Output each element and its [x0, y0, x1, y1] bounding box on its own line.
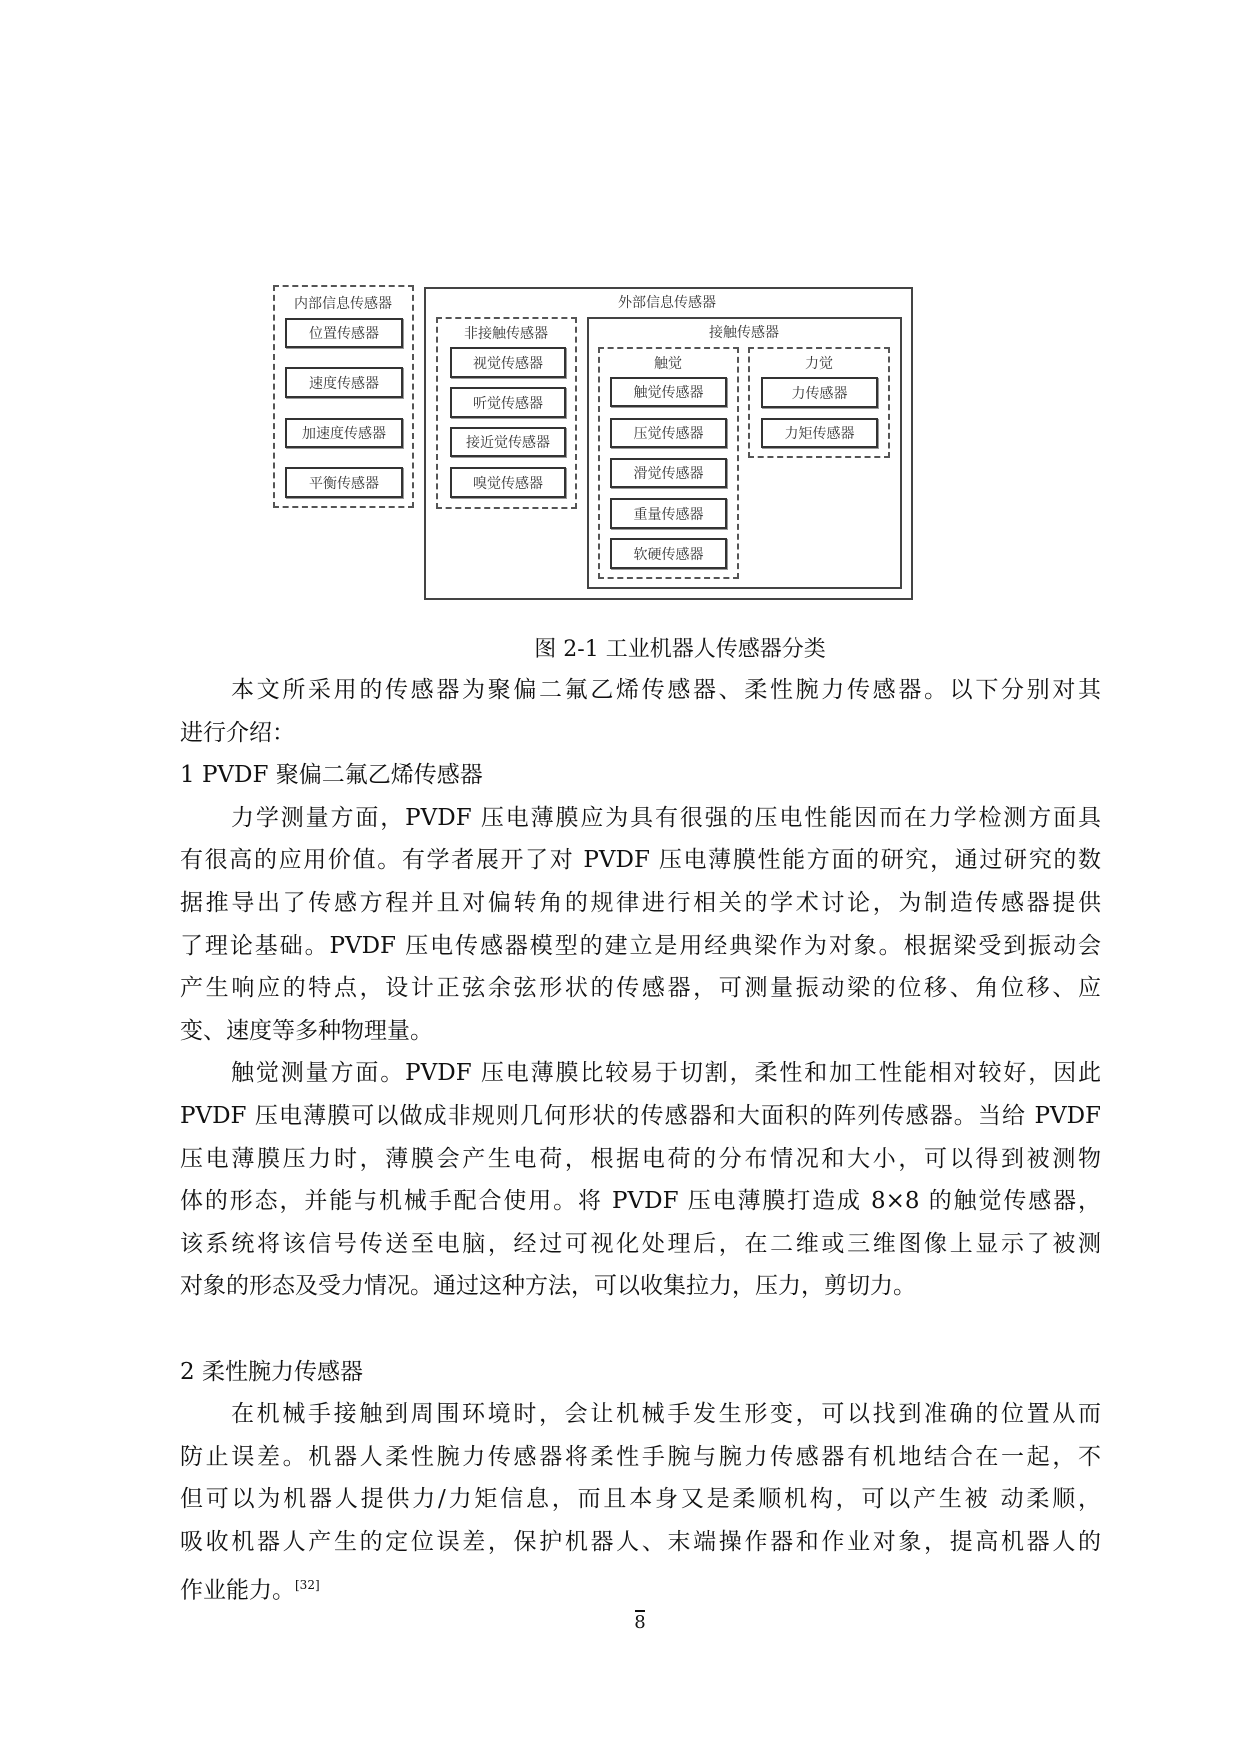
text-line-content: 变、速度等多种物理量。: [180, 1017, 433, 1044]
text-line-content: 2 柔性腕力传感器: [180, 1358, 363, 1385]
text-line-content: 在机械手接触到周围环境时，会让机械手发生形变，可以找到准确的位置从而: [231, 1401, 1101, 1428]
internal-sensor-item: 位置传感器: [285, 318, 403, 348]
text-line: [180, 1570, 1101, 1606]
text-line: [180, 1058, 1101, 1088]
external-sensors-title: 外部信息传感器: [618, 295, 716, 311]
tactile-sensor-item: 重量传感器: [610, 498, 727, 529]
text-line-content: 本文所采用的传感器为聚偏二氟乙烯传感器、柔性腕力传感器。以下分别对其: [231, 677, 1101, 703]
text-line-content: 触觉测量方面。PVDF 压电薄膜比较易于切割，柔性和加工性能相对较好，因此: [231, 1060, 1101, 1087]
figure-caption: 图 2-1 工业机器人传感器分类: [534, 637, 826, 662]
text-line-content: 对象的形态及受力情况。通过这种方法，可以收集拉力，压力，剪切力。: [180, 1273, 916, 1300]
internal-sensor-item: 平衡传感器: [285, 467, 403, 498]
text-line: [180, 1399, 1101, 1429]
text-line: [180, 1442, 1101, 1472]
text-line: [180, 931, 1101, 961]
text-line: [180, 718, 1101, 748]
tactile-sensor-item: 压觉传感器: [610, 418, 727, 448]
text-line: [180, 1271, 1101, 1301]
text-line-content: 1 PVDF 聚偏二氟乙烯传感器: [180, 762, 483, 789]
citation-reference: [32]: [295, 1577, 320, 1592]
text-line-content: 该系统将该信号传送至电脑，经过可视化处理后，在二维或三维图像上显示了被测: [180, 1230, 1101, 1257]
text-line-content: 防止误差。机器人柔性腕力传感器将柔性手腕与腕力传感器有机地结合在一起，不: [180, 1443, 1101, 1470]
page-number: 8: [620, 1612, 660, 1633]
text-line: [180, 1357, 1101, 1387]
non-contact-sensor-item: 接近觉传感器: [450, 427, 566, 457]
tactile-sensor-item: 滑觉传感器: [610, 458, 727, 488]
non-contact-sensors-title: 非接触传感器: [464, 326, 548, 342]
non-contact-sensor-item: 听觉传感器: [450, 387, 566, 418]
text-line: [180, 1229, 1101, 1259]
force-sensor-item: 力传感器: [761, 377, 878, 408]
text-line-content: 但可以为机器人提供力/力矩信息，而且本身又是柔顺机构，可以产生被 动柔顺，: [180, 1486, 1101, 1513]
text-line: [180, 1527, 1101, 1557]
text-line: [180, 760, 1101, 790]
text-line-content: 作业能力。: [180, 1577, 295, 1604]
internal-sensor-item: 速度传感器: [285, 367, 403, 398]
text-line: [180, 1101, 1101, 1131]
non-contact-sensor-item: 视觉传感器: [450, 347, 566, 378]
tactile-sensor-item: 软硬传感器: [610, 538, 727, 569]
text-line-content: 据推导出了传感方程并且对偏转角的规律进行相关的学术讨论，为制造传感器提供: [180, 890, 1101, 916]
text-line: [180, 1016, 1101, 1046]
text-line: [180, 973, 1101, 1003]
internal-sensor-item: 加速度传感器: [285, 418, 403, 448]
non-contact-sensor-item: 嗅觉传感器: [450, 467, 566, 498]
force-title: 力觉: [805, 356, 833, 372]
text-line-content: 力学测量方面，PVDF 压电薄膜应为具有很强的压电性能因而在力学检测方面具: [231, 804, 1101, 831]
text-line-content: 产生响应的特点，设计正弦余弦形状的传感器，可测量振动梁的位移、角位移、应: [180, 975, 1101, 1002]
text-line: [180, 1186, 1101, 1216]
text-line-content: 了理论基础。PVDF 压电传感器模型的建立是用经典梁作为对象。根据梁受到振动会: [180, 932, 1101, 959]
text-line-content: 吸收机器人产生的定位误差，保护机器人、末端操作器和作业对象，提高机器人的: [180, 1529, 1101, 1555]
contact-sensors-title: 接触传感器: [709, 325, 779, 341]
tactile-sensor-item: 触觉传感器: [610, 377, 727, 407]
text-line: [180, 1484, 1101, 1514]
text-line: [180, 1144, 1101, 1174]
text-line-content: 进行介绍：: [180, 719, 295, 746]
text-line-content: 有很高的应用价值。有学者展开了对 PVDF 压电薄膜性能方面的研究，通过研究的数: [180, 847, 1101, 874]
force-sensor-item: 力矩传感器: [761, 418, 878, 448]
tactile-title: 触觉: [654, 356, 682, 372]
text-line-content: 压电薄膜压力时，薄膜会产生电荷，根据电荷的分布情况和大小，可以得到被测物: [180, 1145, 1101, 1172]
internal-sensors-title: 内部信息传感器: [294, 296, 392, 312]
text-line-content: PVDF 压电薄膜可以做成非规则几何形状的传感器和大面积的阵列传感器。当给 PVDF: [180, 1103, 1101, 1129]
text-line: [180, 845, 1101, 875]
text-line: [180, 803, 1101, 833]
text-line: [180, 675, 1101, 705]
text-line: [180, 888, 1101, 918]
text-line-content: 体的形态，并能与机械手配合使用。将 PVDF 压电薄膜打造成 8×8 的触觉传感器，: [180, 1188, 1101, 1215]
